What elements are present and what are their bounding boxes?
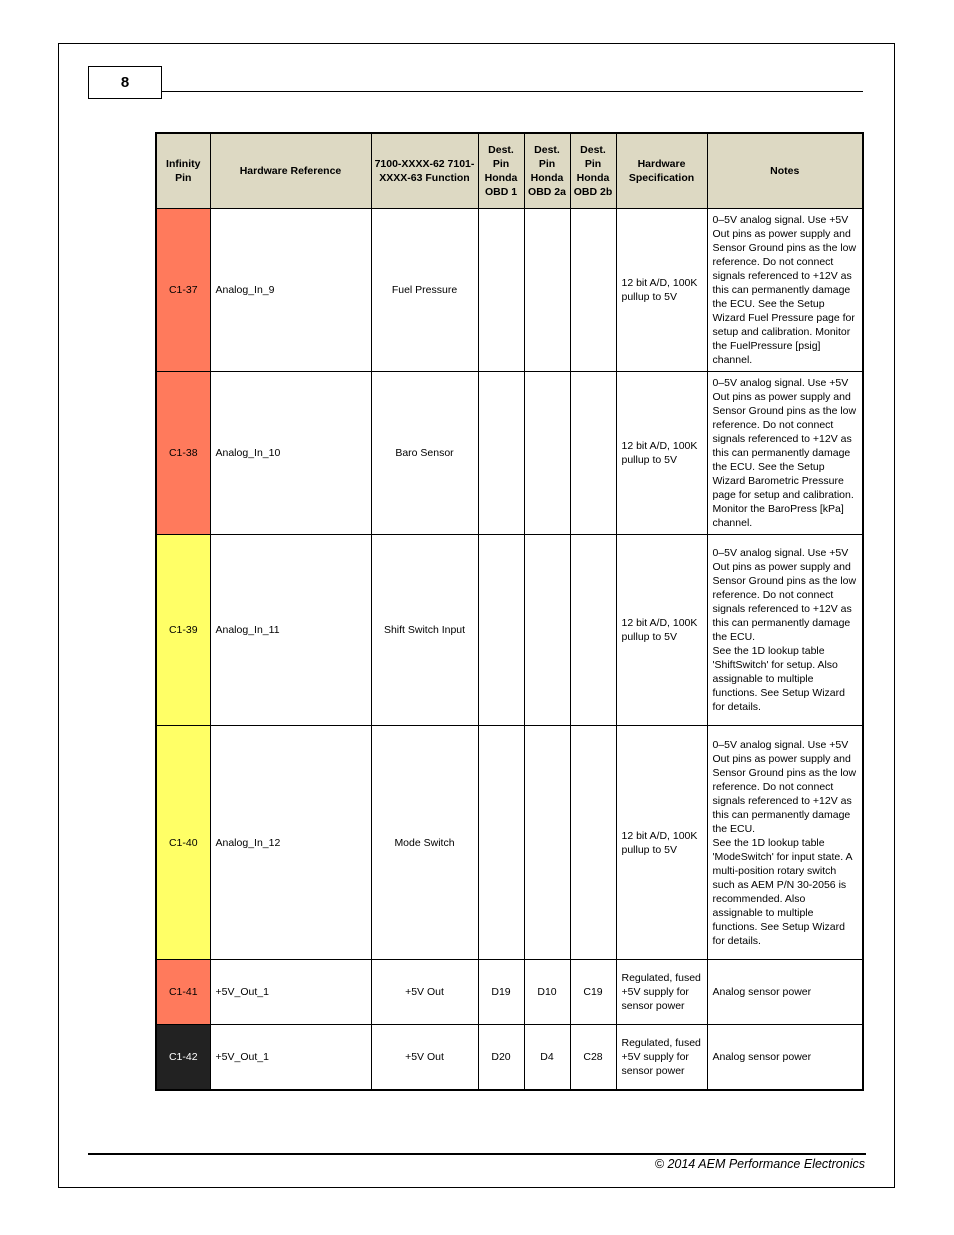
hardware-ref-cell: Analog_In_10	[210, 372, 371, 535]
notes-cell	[707, 209, 863, 372]
function-cell: Mode Switch	[371, 726, 478, 960]
function-cell: +5V Out	[371, 960, 478, 1025]
obd2b-cell: C28	[570, 1025, 616, 1090]
notes-text: 0–5V analog signal. Use +5V Out pins as power supply and Sensor Ground pins as the low reference. Do not connect signals referenced to +12V as this can permanently damage the ECU. See the Setup Wizard Fuel Pressure page for setup and calibration. Monitor the FuelPressure [psig] channel.	[712, 214, 857, 366]
spec-cell: 12 bit A/D, 100K pullup to 5V	[616, 209, 707, 372]
obd1-cell	[478, 372, 524, 535]
notes-text: Analog sensor power	[712, 986, 812, 998]
spec-cell: Regulated, fused +5V supply for sensor power	[616, 960, 707, 1025]
pin-cell: C1-40	[156, 726, 210, 960]
obd1-cell: D20	[478, 1025, 524, 1090]
obd2b-cell	[570, 726, 616, 960]
hardware-ref-cell: +5V_Out_1	[210, 960, 371, 1025]
pin-cell: C1-41	[156, 960, 210, 1025]
obd2b-cell	[570, 535, 616, 726]
obd2b-cell: C19	[570, 960, 616, 1025]
notes-cell	[707, 726, 863, 960]
col-header-obd2a: Dest. Pin Honda OBD 2a	[524, 133, 570, 209]
spec-cell: Regulated, fused +5V supply for sensor power	[616, 1025, 707, 1090]
col-header-notes: Notes	[707, 133, 863, 209]
spec-cell: 12 bit A/D, 100K pullup to 5V	[616, 535, 707, 726]
table-row	[156, 960, 863, 1025]
pin-cell: C1-42	[156, 1025, 210, 1090]
notes-text: Analog sensor power	[712, 1050, 812, 1063]
obd1-cell	[478, 726, 524, 960]
col-header-obd2b: Dest. Pin Honda OBD 2b	[570, 133, 616, 209]
obd2a-cell: D4	[524, 1025, 570, 1090]
table-row	[156, 1025, 863, 1090]
spec-cell: 12 bit A/D, 100K pullup to 5V	[616, 726, 707, 960]
table-row	[156, 726, 863, 960]
table-row	[156, 372, 863, 535]
hardware-ref-cell: +5V_Out_1	[210, 1025, 371, 1090]
notes-text: 0–5V analog signal. Use +5V Out pins as power supply and Sensor Ground pins as the low reference. Do not connect signals referenced to +12V as this can permanently damage the ECU.	[712, 738, 857, 835]
notes-cell	[707, 372, 863, 535]
col-header-hardware-spec: Hardware Specification	[616, 133, 707, 209]
notes-text: 0–5V analog signal. Use +5V Out pins as power supply and Sensor Ground pins as the low reference. Do not connect signals referenced to +12V as this can permanently damage the ECU.	[712, 547, 857, 643]
function-cell: Fuel Pressure	[371, 209, 478, 372]
pin-cell: C1-37	[156, 209, 210, 372]
col-header-obd1: Dest. Pin Honda OBD 1	[478, 133, 524, 209]
notes-cell	[707, 535, 863, 726]
notes-cell	[707, 1025, 863, 1090]
spec-cell: 12 bit A/D, 100K pullup to 5V	[616, 372, 707, 535]
obd1-cell	[478, 209, 524, 372]
page-number: 8	[88, 66, 162, 99]
obd2b-cell	[570, 209, 616, 372]
col-header-infinity-pin: Infinity Pin	[156, 133, 210, 209]
notes-text-continued: See the 1D lookup table 'ShiftSwitch' for setup. Also assignable to multiple functions. See Setup Wizard for details.	[712, 645, 845, 713]
obd1-cell	[478, 535, 524, 726]
table-row	[156, 535, 863, 726]
function-cell: +5V Out	[371, 1025, 478, 1090]
hardware-ref-cell: Analog_In_11	[210, 535, 371, 726]
notes-text: 0–5V analog signal. Use +5V Out pins as power supply and Sensor Ground pins as the low reference. Do not connect signals referenced to +12V as this can permanently damage the ECU. See the Setup Wizard Barometric Pressure page for setup and calibration. Monitor the BaroPress [kPa] channel.	[712, 377, 857, 529]
pin-cell: C1-38	[156, 372, 210, 535]
header-rule	[162, 91, 863, 92]
hardware-ref-cell: Analog_In_12	[210, 726, 371, 960]
obd2a-cell	[524, 372, 570, 535]
obd2b-cell	[570, 372, 616, 535]
footer-rule	[88, 1153, 866, 1155]
col-header-hardware-reference: Hardware Reference	[210, 133, 371, 209]
pin-cell: C1-39	[156, 535, 210, 726]
table-header-row	[156, 133, 863, 209]
hardware-ref-cell: Analog_In_9	[210, 209, 371, 372]
col-header-function: 7100-XXXX-62 7101-XXXX-63 Function	[371, 133, 478, 209]
obd2a-cell: D10	[524, 960, 570, 1025]
obd2a-cell	[524, 726, 570, 960]
notes-cell	[707, 960, 863, 1025]
obd2a-cell	[524, 535, 570, 726]
function-cell: Shift Switch Input	[371, 535, 478, 726]
table-row	[156, 209, 863, 372]
function-cell: Baro Sensor	[371, 372, 478, 535]
notes-text-continued: See the 1D lookup table 'ModeSwitch' for input state. A multi-position rotary switch such as AEM P/N 30-2056 is recommended. Also assignable to multiple functions. See Setup Wizard for details.	[712, 836, 852, 947]
obd1-cell: D19	[478, 960, 524, 1025]
footer-copyright: © 2014 AEM Performance Electronics	[654, 1157, 865, 1171]
pinout-table	[155, 132, 864, 1091]
obd2a-cell	[524, 209, 570, 372]
